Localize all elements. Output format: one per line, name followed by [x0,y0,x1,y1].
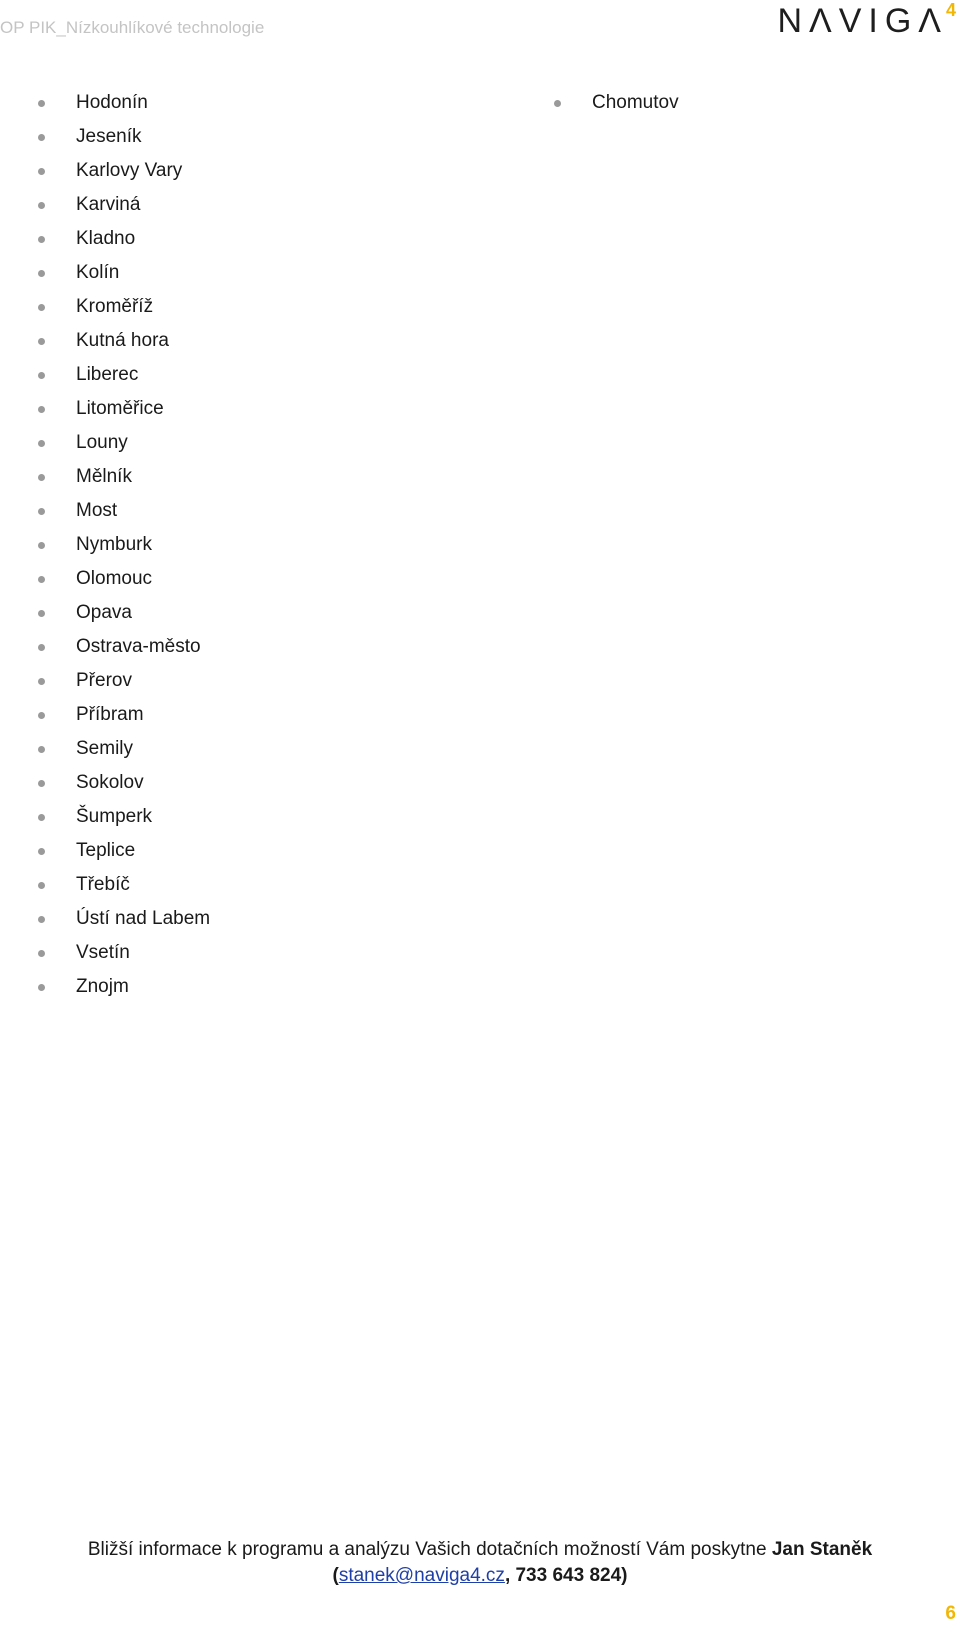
list-item [36,331,210,365]
list-item-label: Příbram [76,704,144,725]
bullet-icon [38,440,45,447]
naviga4-logo [777,0,956,40]
bullet-icon [38,678,45,685]
list-item [36,229,210,263]
bullet-icon [38,406,45,413]
list-item-label: Kolín [76,262,120,283]
list-item-label: Vsetín [76,942,130,963]
list-item-label: Litoměřice [76,398,164,419]
footer-line-2 [0,1563,960,1589]
bullet-icon [38,304,45,311]
list-item [36,433,210,467]
bullet-icon [38,814,45,821]
list-item-label: Semily [76,738,134,759]
list-item [36,943,210,977]
bullet-icon [38,882,45,889]
bullet-icon [38,270,45,277]
list-item-label: Chomutov [592,92,679,113]
list-item [36,297,210,331]
logo-wordmark: NΛVIGΛ [777,2,948,40]
list-item [36,807,210,841]
list-item [36,773,210,807]
list-item-label: Teplice [76,840,136,861]
list-item-label: Přerov [76,670,132,691]
list-item-label: Jeseník [76,126,142,147]
list-item [36,127,210,161]
bullet-icon [554,100,561,107]
contact-footer [0,1537,960,1589]
list-item-label: Třebíč [76,874,130,895]
bullet-icon [38,236,45,243]
list-item [36,399,210,433]
list-item-label: Liberec [76,364,139,385]
bullet-icon [38,712,45,719]
bullet-icon [38,610,45,617]
bullet-icon [38,576,45,583]
footer-line-1 [0,1537,960,1563]
contact-phone: , 733 643 824) [504,1565,628,1586]
list-item-label: Ústí nad Labem [76,908,211,929]
bullet-icon [38,508,45,515]
footer-info-text: Bližší informace k programu a analýzu Vašich dotačních možností Vám poskytne [87,1539,772,1560]
list-item-label: Šumperk [76,806,153,827]
bullet-icon [38,338,45,345]
document-header-title: OP PIK_Nízkouhlíkové technologie [0,18,265,37]
bullet-icon [38,644,45,651]
list-item-label: Kladno [76,228,136,249]
list-item [36,365,210,399]
list-item [36,875,210,909]
list-item [36,739,210,773]
logo-superscript: 4 [945,0,956,20]
list-item [36,603,210,637]
list-item-label: Sokolov [76,772,144,793]
bullet-icon [38,916,45,923]
bullet-icon [38,474,45,481]
list-item-label: Kutná hora [76,330,169,351]
bullet-icon [38,168,45,175]
list-item [36,93,210,127]
list-item [36,841,210,875]
district-list-right [552,93,679,127]
list-item [36,909,210,943]
bullet-icon [38,134,45,141]
list-item-label: Louny [76,432,128,453]
list-item [36,637,210,671]
list-item-label: Hodonín [76,92,148,113]
list-item-label: Znojm [76,976,129,997]
bullet-icon [38,372,45,379]
bullet-icon [38,542,45,549]
list-item [36,569,210,603]
list-item [36,263,210,297]
contact-name: Jan Staněk [771,1539,873,1560]
bullet-icon [38,746,45,753]
list-item-label: Ostrava-město [76,636,201,657]
list-item-label: Most [76,500,118,521]
list-item-label: Olomouc [76,568,153,589]
bullet-icon [38,950,45,957]
list-item [36,195,210,229]
list-item [552,93,679,127]
bullet-icon [38,780,45,787]
bullet-icon [38,984,45,991]
contact-email-link[interactable]: stanek@naviga4.cz [338,1565,505,1586]
footer-paren-open: ( [332,1565,339,1586]
list-item [36,535,210,569]
list-item-label: Mělník [76,466,132,487]
list-item-label: Karviná [76,194,141,215]
bullet-icon [38,202,45,209]
list-item [36,501,210,535]
list-item-label: Opava [76,602,132,623]
list-item [36,977,210,1011]
bullet-icon [38,100,45,107]
list-item [36,467,210,501]
list-item [36,161,210,195]
list-item-label: Kroměříž [76,296,154,317]
list-item-label: Nymburk [76,534,153,555]
list-item [36,705,210,739]
district-list-left [36,93,210,1011]
bullet-icon [38,848,45,855]
list-item-label: Karlovy Vary [76,160,183,181]
list-item [36,671,210,705]
page-number: 6 [945,1603,956,1624]
